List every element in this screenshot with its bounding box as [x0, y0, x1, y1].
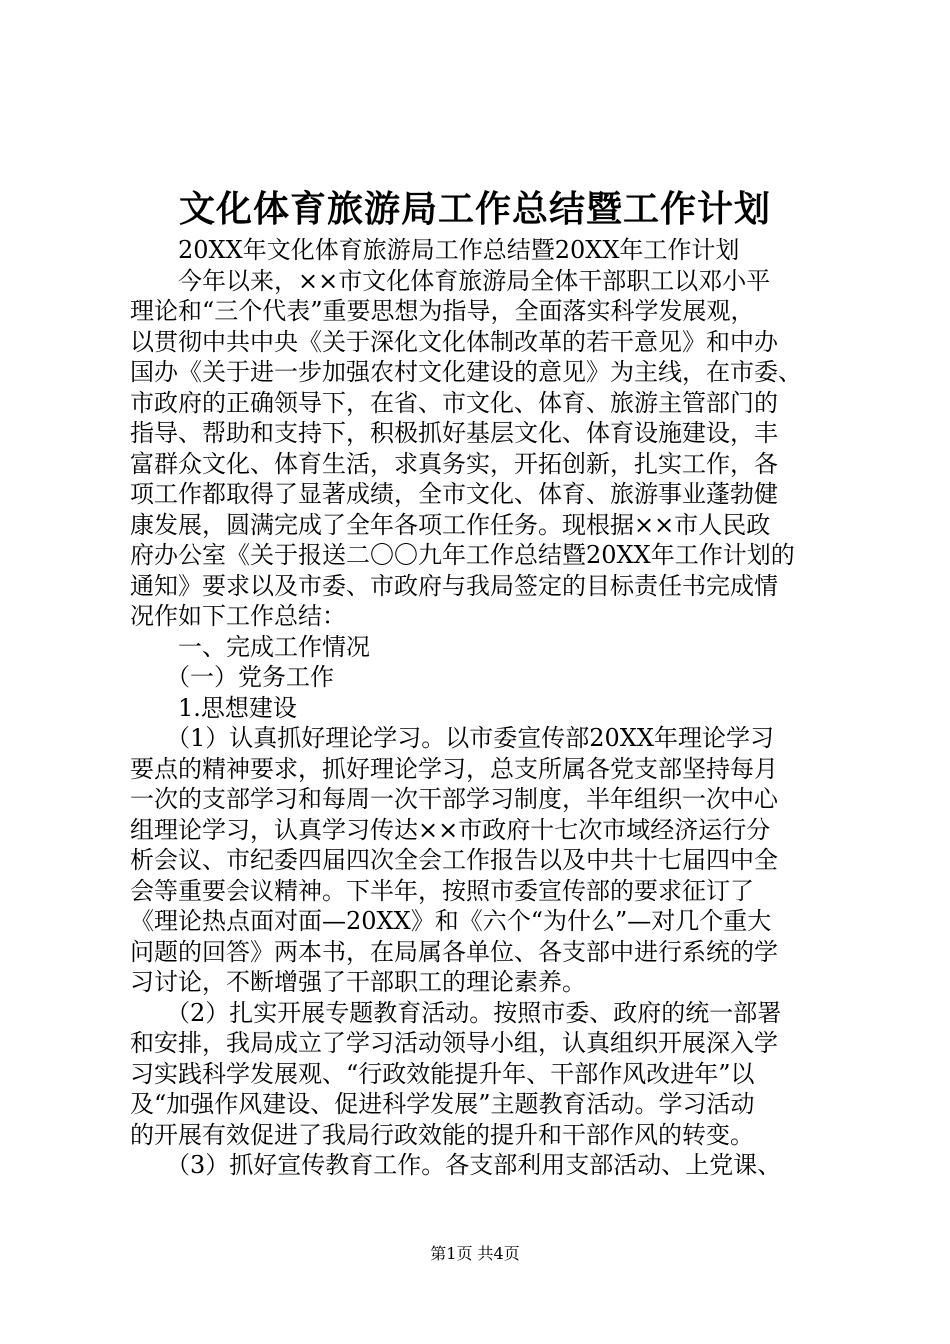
document-title: 文化体育旅游局工作总结暨工作计划	[178, 188, 771, 230]
body-line: 富群众文化、体育生活，求真务实，开拓创新，扎实工作，各	[130, 449, 778, 478]
body-line: 20XX年文化体育旅游局工作总结暨20XX年工作计划	[130, 236, 740, 264]
body-line: 会等重要会议精神。下半年，按照市委宣传部的要求征订了	[130, 876, 754, 905]
body-line: 理论和“三个代表”重要思想为指导，全面落实科学发展观，	[130, 297, 755, 325]
body-line: 指导、帮助和支持下，积极抓好基层文化、体育设施建设，丰	[130, 419, 778, 447]
subsubsection-heading: 1.思想建设	[130, 693, 297, 722]
body-line: （2）扎实开展专题教育活动。按照市委、政府的统一部署	[130, 998, 782, 1027]
body-line: 要点的精神要求，抓好理论学习，总支所属各党支部坚持每月	[130, 754, 778, 783]
body-line: 一次的支部学习和每周一次干部学习制度，半年组织一次中心	[130, 785, 778, 813]
section-heading: 一、完成工作情况	[130, 632, 370, 661]
body-line: 和安排，我局成立了学习活动领导小组，认真组织开展深入学	[130, 1029, 778, 1057]
body-line: 以贯彻中共中央《关于深化文化体制改革的若干意见》和中办	[130, 327, 778, 356]
body-line: 况作如下工作总结：	[130, 602, 346, 630]
body-line: 及“加强作风建设、促进科学发展”主题教育活动。学习活动	[130, 1090, 755, 1118]
subsection-heading: （一）党务工作	[130, 663, 334, 691]
body-line: 《理论热点面对面—20XX》和《六个“为什么”—对几个重大	[130, 907, 772, 935]
body-line: 今年以来，××市文化体育旅游局全体干部职工以邓小平	[130, 266, 771, 295]
body-line: 府办公室《关于报送二〇〇九年工作总结暨20XX年工作计划的	[130, 541, 795, 569]
body-line: （1）认真抓好理论学习。以市委宣传部20XX年理论学习	[130, 724, 774, 752]
body-line: 习实践科学发展观、“行政效能提升年、干部作风改进年”以	[130, 1059, 755, 1088]
body-line: 析会议、市纪委四届四次全会工作报告以及中共十七届四中全	[130, 846, 778, 874]
body-line: 国办《关于进一步加强农村文化建设的意见》为主线，在市委、	[130, 358, 802, 386]
body-line: 通知》要求以及市委、市政府与我局签定的目标责任书完成情	[130, 571, 778, 600]
body-line: 问题的回答》两本书，在局属各单位、各支部中进行系统的学	[130, 937, 778, 966]
document-body	[130, 235, 830, 1181]
body-line: 市政府的正确领导下，在省、市文化、体育、旅游主管部门的	[130, 388, 778, 417]
page-footer: 第1页 共4页	[430, 1244, 520, 1263]
body-line: （3）抓好宣传教育工作。各支部利用支部活动、上党课、	[130, 1151, 782, 1179]
body-line: 的开展有效促进了我局行政效能的提升和干部作风的转变。	[130, 1120, 754, 1149]
body-line: 习讨论，不断增强了干部职工的理论素养。	[130, 968, 586, 996]
body-line: 项工作都取得了显著成绩，全市文化、体育、旅游事业蓬勃健	[130, 480, 778, 508]
body-line: 组理论学习，认真学习传达××市政府十七次市域经济运行分	[130, 815, 771, 844]
body-line: 康发展，圆满完成了全年各项工作任务。现根据××市人民政	[130, 510, 771, 539]
